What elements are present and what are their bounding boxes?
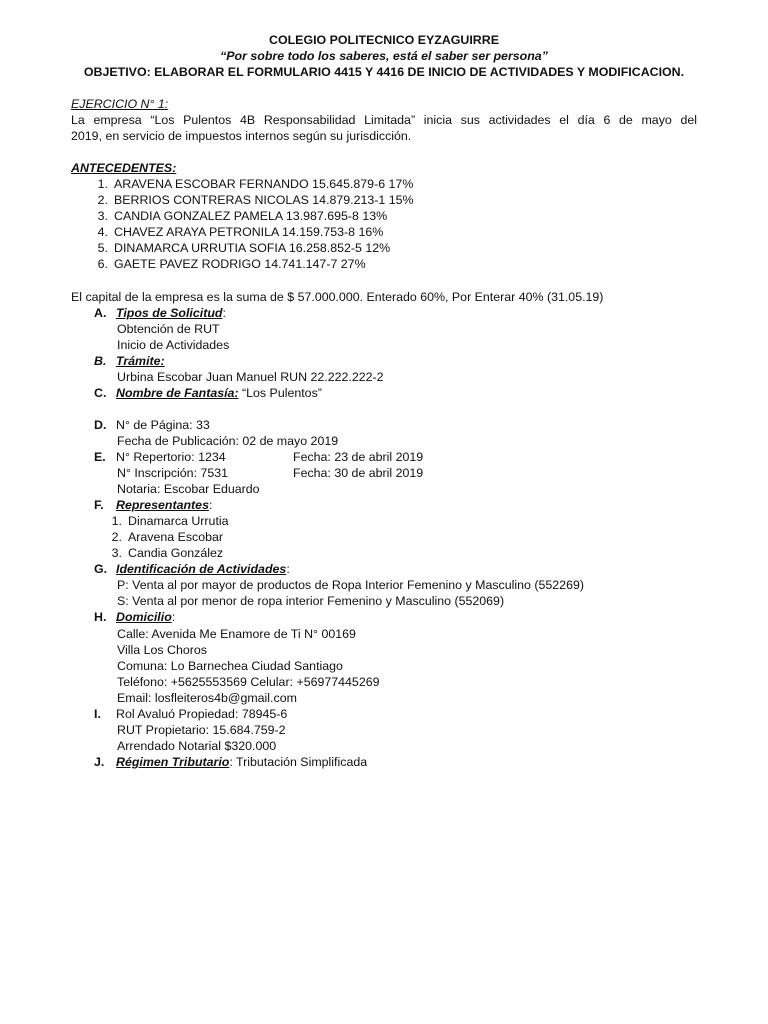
list-item: 2. Aravena Escobar	[111, 530, 224, 544]
list-item: 4. CHAVEZ ARAYA PETRONILA 14.159.753-8 16%	[97, 225, 384, 239]
list-item: 3. Candia González	[111, 546, 224, 560]
section-e-repertorio-date: Fecha: 23 de abril 2019	[293, 450, 424, 464]
section-b-heading: B. Trámite:	[94, 354, 165, 368]
list-item: 2. BERRIOS CONTRERAS NICOLAS 14.879.213-1 15%	[97, 193, 414, 207]
section-h-line: Teléfono: +5625553569 Celular: +56977445269	[117, 675, 380, 689]
section-f-heading: F. Representantes:	[94, 498, 213, 512]
exercise-line-1: La empresa “Los Pulentos 4B Responsabilidad Limitada” inicia sus actividades el día 6 de mayo del	[71, 113, 697, 127]
section-g-heading: G. Identificación de Actividades:	[94, 562, 290, 576]
list-item: 5. DINAMARCA URRUTIA SOFIA 16.258.852-5 12%	[97, 241, 391, 255]
capital-text: El capital de la empresa es la suma de $ 57.000.000. Enterado 60%, Por Enterar 40% (31.05.19)	[71, 290, 604, 304]
antecedentes-title: ANTECEDENTES:	[71, 161, 177, 175]
school-name: COLEGIO POLITECNICO EYZAGUIRRE	[269, 33, 499, 47]
list-item: 3. CANDIA GONZALEZ PAMELA 13.987.695-8 13%	[97, 209, 388, 223]
section-e-inscripcion-date: Fecha: 30 de abril 2019	[293, 466, 424, 480]
section-i-line: RUT Propietario: 15.684.759-2	[117, 723, 286, 737]
section-a-line: Inicio de Actividades	[117, 338, 230, 352]
section-i-line: Arrendado Notarial $320.000	[117, 739, 277, 753]
section-h-heading: H. Domicilio:	[94, 610, 176, 624]
school-motto: “Por sobre todo los saberes, está el saber ser persona”	[220, 49, 548, 63]
list-item: 1. ARAVENA ESCOBAR FERNANDO 15.645.879-6 17%	[97, 177, 414, 191]
exercise-title: EJERCICIO N° 1:	[71, 97, 169, 111]
section-h-line: Comuna: Lo Barnechea Ciudad Santiago	[117, 659, 343, 673]
section-i-line-1: I. Rol Avaluó Propiedad: 78945-6	[94, 707, 288, 721]
section-d-line-2: Fecha de Publicación: 02 de mayo 2019	[117, 434, 339, 448]
section-e-repertorio: E. N° Repertorio: 1234	[94, 450, 226, 464]
section-b-line: Urbina Escobar Juan Manuel RUN 22.222.222-2	[117, 370, 384, 384]
section-e-notaria: Notaria: Escobar Eduardo	[117, 482, 260, 496]
section-g-line: S: Venta al por menor de ropa interior Femenino y Masculino (552069)	[117, 594, 505, 608]
section-d-line-1: D. N° de Página: 33	[94, 418, 210, 432]
section-h-line: Villa Los Choros	[117, 643, 207, 657]
list-item: 6. GAETE PAVEZ RODRIGO 14.741.147-7 27%	[97, 257, 366, 271]
section-e-inscripcion: N° Inscripción: 7531	[117, 466, 229, 480]
section-a-line: Obtención de RUT	[117, 322, 220, 336]
exercise-line-2: 2019, en servicio de impuestos internos según su jurisdicción.	[71, 129, 412, 143]
section-j-heading: J. Régimen Tributario: Tributación Simplificada	[94, 755, 368, 769]
section-g-line: P: Venta al por mayor de productos de Ropa Interior Femenino y Masculino (552269)	[117, 578, 584, 592]
objective: OBJETIVO: ELABORAR EL FORMULARIO 4415 Y 4416 DE INICIO DE ACTIVIDADES Y MODIFICACION.	[83, 65, 685, 79]
section-c-heading: C. Nombre de Fantasía: “Los Pulentos”	[94, 386, 322, 400]
section-a-heading: A. Tipos de Solicitud:	[94, 306, 226, 320]
section-h-line: Email: losfleiteros4b@gmail.com	[117, 691, 297, 705]
section-h-line: Calle: Avenida Me Enamore de Ti N° 00169	[117, 627, 356, 641]
list-item: 1. Dinamarca Urrutia	[111, 514, 229, 528]
